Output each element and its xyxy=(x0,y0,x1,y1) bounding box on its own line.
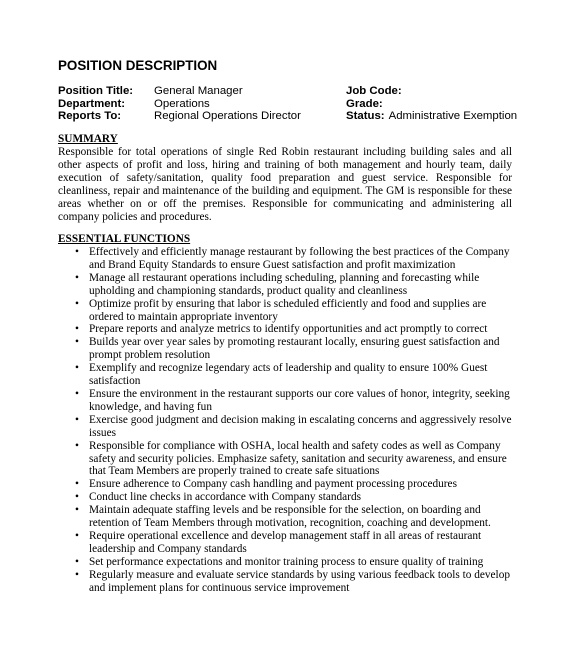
list-item xyxy=(58,272,512,298)
list-item xyxy=(58,504,512,530)
list-item-text: Optimize profit by ensuring that labor is scheduled efficiently and food and supplies are ordered to maintain appropriate inventory xyxy=(89,297,487,323)
list-item xyxy=(58,530,512,556)
bullet-icon: • xyxy=(75,246,79,258)
reports-to-label: Reports To: xyxy=(58,110,122,122)
reports-to-value: Regional Operations Director xyxy=(154,110,301,122)
position-title-value: General Manager xyxy=(154,85,243,97)
position-info-block xyxy=(58,85,528,123)
status-field xyxy=(346,110,517,123)
list-item xyxy=(58,388,512,414)
status-value: Administrative Exemption xyxy=(388,110,518,122)
list-item-text: Regularly measure and evaluate service standards by using various feedback tools to develop and implement plans for continuous service improvement xyxy=(89,568,510,594)
bullet-icon: • xyxy=(75,555,79,568)
bullet-icon: • xyxy=(75,297,79,310)
department-label: Department: xyxy=(58,97,126,110)
bullet-icon: • xyxy=(75,323,79,336)
bullet-icon: • xyxy=(75,362,79,375)
bullet-icon: • xyxy=(75,413,79,426)
bullet-icon: • xyxy=(75,336,79,349)
list-item-text: Ensure adherence to Company cash handling and payment processing procedures xyxy=(89,478,457,491)
bullet-icon: • xyxy=(75,568,79,581)
job-code-label: Job Code: xyxy=(346,85,402,97)
list-item-text: Manage all restaurant operations including scheduling, planning and forecasting while upholding and championing standards, product quality and cleanliness xyxy=(89,271,480,297)
list-item-text: Conduct line checks in accordance with Company standards xyxy=(89,491,361,504)
list-item xyxy=(58,336,512,362)
bullet-icon: • xyxy=(75,529,79,542)
summary-text: Responsible for total operations of single Red Robin restaurant including building sales and all other aspects of profit and loss, hiring and training of both management and hourly team, daily execution of safety/sanitation, quality food preparation and guest service. Responsible for cleanliness, repair and maintenance of the building and equipment. The GM is responsible for these areas whether on or off the premises. Responsible for communicating and administering all company policies and procedures. xyxy=(58,146,512,223)
list-item-text: Exercise good judgment and decision making in escalating concerns and aggressively resolve issues xyxy=(89,413,512,439)
list-item xyxy=(58,323,512,336)
list-item xyxy=(58,298,512,324)
list-item-text: Maintain adequate staffing levels and be responsible for the selection, on boarding and retention of Team Members through motivation, recognition, coaching and development. xyxy=(89,504,491,530)
list-item-text: Require operational excellence and develop management staff in all areas of restaurant leadership and Company standards xyxy=(89,529,482,555)
info-row-position-title xyxy=(58,85,528,98)
list-item-text: Effectively and efficiently manage restaurant by following the best practices of the Company and Brand Equity Standards to ensure Guest satisfaction and profit maximization xyxy=(89,246,510,271)
position-title-label: Position Title: xyxy=(58,85,134,97)
bullet-icon: • xyxy=(75,387,79,400)
list-item xyxy=(58,440,512,479)
grade-label: Grade: xyxy=(346,97,383,110)
bullet-icon: • xyxy=(75,504,79,517)
list-item xyxy=(58,362,512,388)
info-row-department xyxy=(58,98,528,111)
bullet-icon: • xyxy=(75,478,79,491)
status-label: Status: xyxy=(346,110,385,122)
list-item xyxy=(58,491,512,504)
list-item-text: Builds year over year sales by promoting restaurant locally, ensuring guest satisfaction and prompt problem resolution xyxy=(89,336,500,362)
department-value: Operations xyxy=(154,97,210,110)
essential-functions-list xyxy=(58,246,512,594)
essential-functions-heading: ESSENTIAL FUNCTIONS xyxy=(58,233,191,245)
summary-heading: SUMMARY xyxy=(58,133,118,145)
list-item-text: Prepare reports and analyze metrics to identify opportunities and act promptly to correct xyxy=(89,323,488,336)
info-row-reports-to xyxy=(58,110,528,123)
list-item xyxy=(58,569,512,595)
bullet-icon: • xyxy=(75,491,79,504)
list-item xyxy=(58,478,512,491)
list-item-text: Set performance expectations and monitor training process to ensure quality of training xyxy=(89,555,484,568)
list-item xyxy=(58,556,512,569)
page-title: POSITION DESCRIPTION xyxy=(58,58,218,73)
bullet-icon: • xyxy=(75,439,79,452)
list-item-text: Responsible for compliance with OSHA, local health and safety codes as well as Company safety and security policies. Emphasize safety, sanitation and security awareness, and ensure that Team Members are properly trained to create safe situations xyxy=(89,439,507,478)
list-item xyxy=(58,414,512,440)
list-item-text: Ensure the environment in the restaurant supports our core values of honor, integrity, seeking knowledge, and having fun xyxy=(89,387,510,413)
list-item-text: Exemplify and recognize legendary acts of leadership and quality to ensure 100% Guest satisfaction xyxy=(89,362,488,388)
list-item xyxy=(58,246,512,272)
bullet-icon: • xyxy=(75,271,79,284)
